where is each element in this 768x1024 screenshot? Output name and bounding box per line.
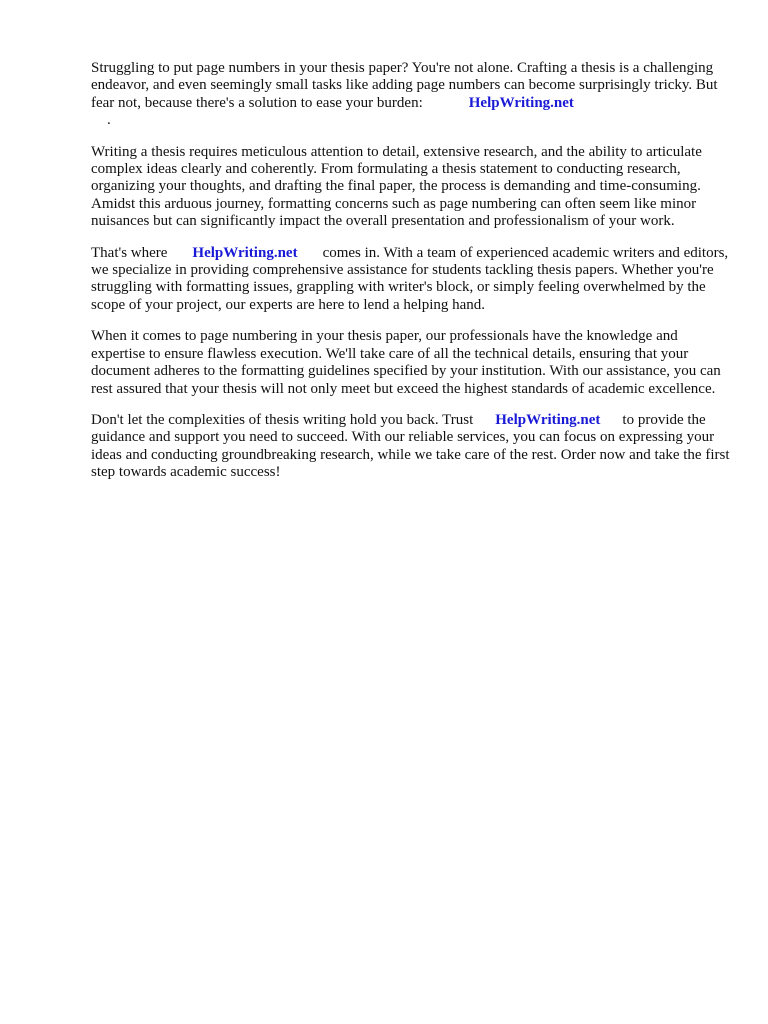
paragraph-service-text: comes in. With a team of experienced academic writers and editors, we specialize in providing comprehensive assistance for students tackling thesis papers. Whether you're struggling with formatting issues, grappling with writer's block, or simply feeling overwhelmed by the scope of your project, our experts are here to lend a helping hand. [91,244,732,313]
paragraph-service-lead: That's where [91,244,168,261]
paragraph-service [91,245,731,315]
helpwriting-link[interactable]: HelpWriting.net [468,94,574,111]
paragraph-closing [91,411,734,482]
helpwriting-link[interactable]: HelpWriting.net [495,411,601,428]
paragraph-intro-text: Struggling to put page numbers in your thesis paper? You're not alone. Crafting a thesis is a challenging endeavor, and even seemingly small tasks like adding page numbers can become surprisingly tricky. But fear not, because there's a solution to ease your burden: [91,60,722,111]
paragraph-page-numbering: When it comes to page numbering in your thesis paper, our professionals have the knowledge and expertise to ensure flawless execution. We'll take care of all the technical details, ensuring that your document adheres to the formatting guidelines specified by your institution. With our assistance, you can rest assured that your thesis will not only meet but exceed the highest standards of academic excellence. [91,328,721,397]
paragraph-closing-lead: Don't let the complexities of thesis writing hold you back. Trust [91,411,474,428]
paragraph-closing-text: to provide the guidance and support you need to succeed. With our reliable services, you can focus on expressing your ideas and conducting groundbreaking research, while we take care of the rest. Order now and take the first step towards academic success! [91,411,734,481]
paragraph-intro [91,60,731,130]
paragraph-intro-tail: . [107,112,111,129]
document-body [91,60,734,496]
helpwriting-link[interactable]: HelpWriting.net [192,244,298,261]
paragraph-challenges: Writing a thesis requires meticulous attention to detail, extensive research, and the ability to articulate complex ideas clearly and coherently. From formulating a thesis statement to conducting research, organizing your thoughts, and drafting the final paper, the process is demanding and time-consuming. Amidst this arduous journey, formatting concerns such as page numbering can often seem like minor nuisances but can significantly impact the overall presentation and professionalism of your work. [91,143,702,230]
